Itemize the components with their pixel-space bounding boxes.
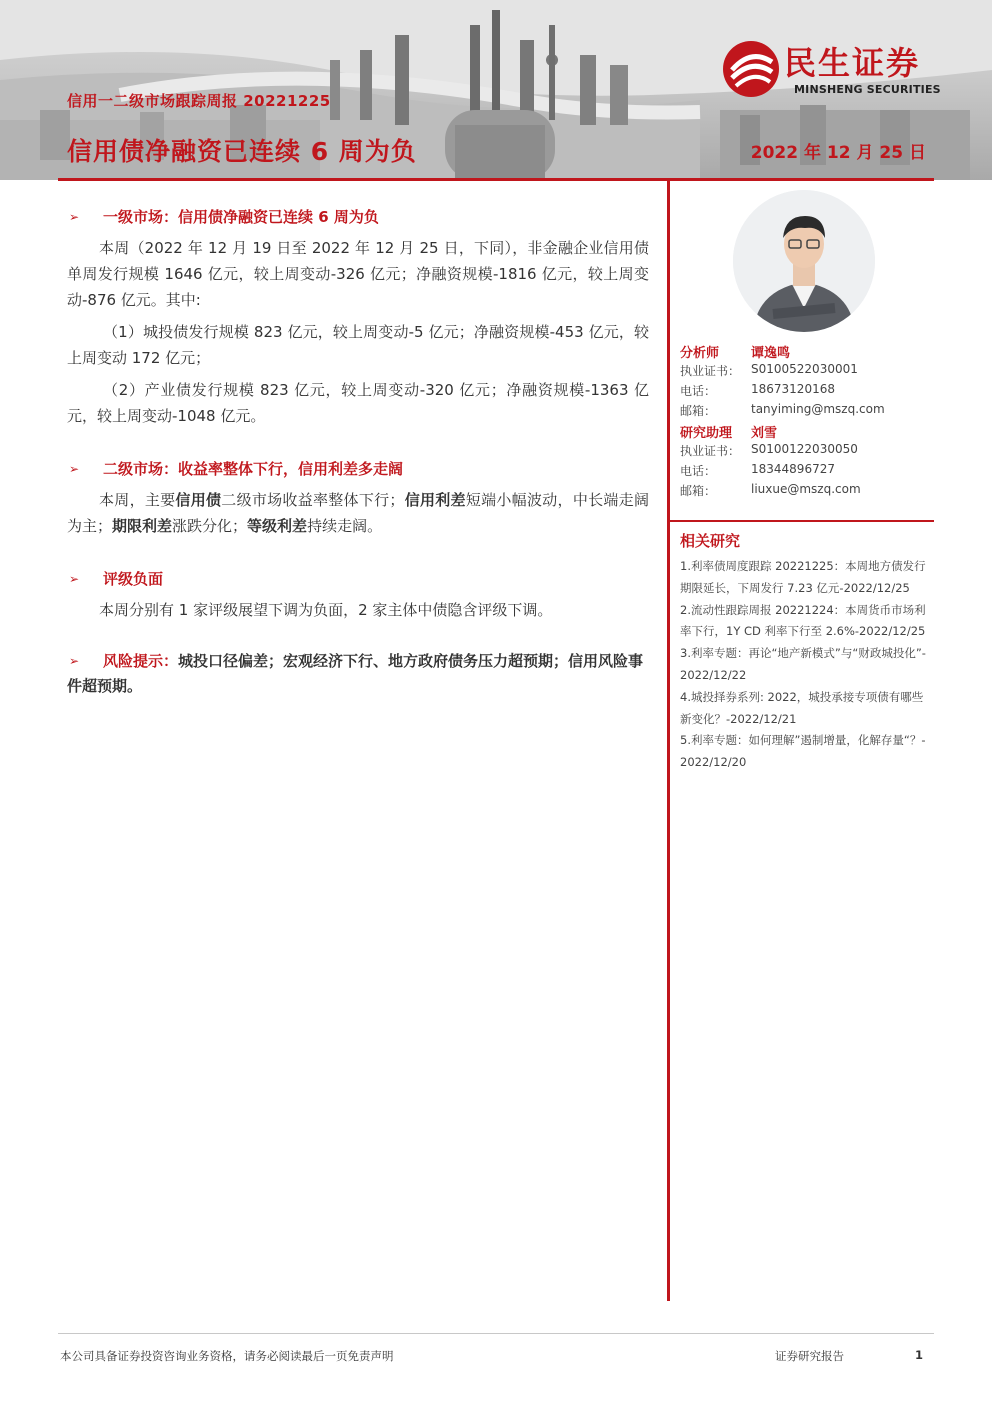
sidebar-divider — [670, 520, 934, 522]
paragraph-secondary-market: 本周，主要信用债二级市场收益率整体下行；信用利差短端小幅波动，中长端走阔为主；期限利差涨跌分化；等级利差持续走阔。 — [67, 491, 649, 535]
risk-label: 风险提示： — [103, 652, 179, 670]
column-divider — [667, 181, 670, 1301]
related-item[interactable]: 3.利率专题：再论“地产新模式”与“财政城投化”-2022/12/22 — [680, 646, 926, 682]
assistant-name-row: 研究助理 刘雪 — [680, 426, 778, 441]
analyst-cert-row: 执业证书： S0100522030001 — [680, 362, 858, 378]
footer-report-type: 证券研究报告 — [775, 1349, 844, 1363]
arrow-icon: ➢ — [69, 572, 80, 586]
arrow-icon: ➢ — [69, 654, 80, 668]
footer-disclaimer: 本公司具备证券投资咨询业务资格，请务必阅读最后一页免责声明 — [60, 1349, 394, 1363]
report-date: 2022 年 12 月 25 日 — [750, 143, 926, 163]
arrow-icon: ➢ — [69, 462, 80, 476]
assistant-email-row: 邮箱： liuxue@mszq.com — [680, 482, 861, 498]
email-link[interactable]: liuxue@mszq.com — [751, 482, 861, 496]
section-heading-rating: ➢ 评级负面 — [67, 567, 649, 591]
analyst-name-row: 分析师 谭逸鸣 — [680, 346, 791, 361]
related-research-list — [680, 556, 928, 774]
risk-text: 城投口径偏差；宏观经济下行、地方政府债务压力超预期；信用风险事件超预期。 — [67, 652, 644, 695]
email-link[interactable]: tanyiming@mszq.com — [751, 402, 885, 416]
section-heading-secondary: ➢ 二级市场：收益率整体下行，信用利差多走阔 — [67, 457, 649, 481]
analyst-info — [680, 342, 934, 502]
paragraph: （1）城投债发行规模 823 亿元，较上周变动-5 亿元；净融资规模-453 亿元，较上周变动 172 亿元； — [67, 323, 649, 367]
related-item[interactable]: 2.流动性跟踪周报 20221224：本周货币市场利率下行，1Y CD 利率下行至 2.6%-2022/12/25 — [680, 602, 926, 639]
minsheng-logo-icon — [722, 40, 780, 98]
page-title: 信用债净融资已连续 6 周为负 — [67, 137, 417, 166]
section-heading-primary: ➢ 一级市场：信用债净融资已连续 6 周为负 — [67, 205, 649, 229]
series-title: 信用一二级市场跟踪周报 20221225 — [67, 92, 331, 110]
analyst-email-row: 邮箱： tanyiming@mszq.com — [680, 402, 885, 418]
related-item[interactable]: 1.利率债周度跟踪 20221225：本周地方债发行期限延长，下周发行 7.23 亿元-2022/12/25 — [680, 559, 926, 595]
related-research-title: 相关研究 — [680, 532, 741, 550]
banner-divider — [58, 178, 934, 181]
risk-warning — [67, 649, 649, 699]
paragraph: 本周（2022 年 12 月 19 日至 2022 年 12 月 25 日，下同），非金融企业信用债单周发行规模 1646 亿元，较上周变动-326 亿元；净融资规模-1816 亿元，较上周变动-876 亿元。其中: — [67, 239, 649, 309]
arrow-icon: ➢ — [69, 210, 80, 224]
related-item[interactable]: 5.利率专题：如何理解”遏制增量，化解存量“？-2022/12/20 — [680, 733, 926, 770]
assistant-cert-row: 执业证书： S0100122030050 — [680, 442, 858, 458]
paragraph: （2）产业债发行规模 823 亿元，较上周变动-320 亿元；净融资规模-1363 亿元，较上周变动-1048 亿元。 — [67, 381, 649, 425]
paragraph: 本周分别有 1 家评级展望下调为负面，2 家主体中债隐含评级下调。 — [99, 601, 553, 619]
footer-divider — [58, 1333, 934, 1334]
analyst-photo — [733, 190, 875, 332]
main-content — [67, 205, 649, 699]
assistant-phone-row: 电话： 18344896727 — [680, 462, 835, 478]
analyst-phone-row: 电话： 18673120168 — [680, 382, 835, 398]
logo-text-cn: 民生证券 — [784, 44, 921, 82]
company-logo — [722, 38, 962, 104]
related-item[interactable]: 4.城投择券系列: 2022，城投承接专项债有哪些新变化？-2022/12/21 — [680, 689, 924, 726]
person-icon — [733, 190, 875, 332]
logo-text-en: MINSHENG SECURITIES — [794, 83, 941, 96]
page-number: 1 — [915, 1348, 924, 1362]
